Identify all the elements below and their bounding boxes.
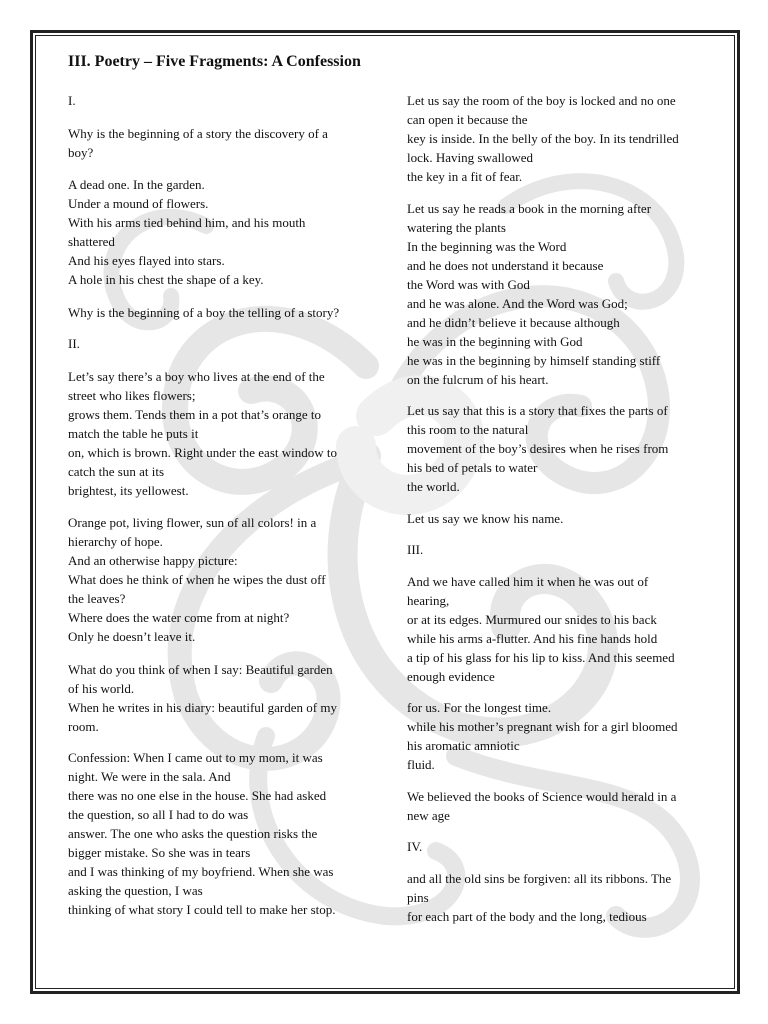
stanza-right-8: We believed the books of Science would herald in a new age bbox=[407, 788, 677, 823]
stanza-left-7: Orange pot, living flower, sun of all colors! in a hierarchy of hope. And an otherwise happy picture: What does he think of when he wipes the dust off the leaves? Where does the water come from at night? Only he doesn’t leave it. bbox=[68, 514, 326, 644]
page-title: III. Poetry – Five Fragments: A Confession bbox=[68, 53, 361, 70]
stanza-left-9: Confession: When I came out to my mom, it was night. We were in the sala. And there was no one else in the house. She had asked the question, so all I had to do was answer. The one who asks the question risks the bigger mistake. So she was in tears and I was thinking of my boyfriend. When she was asking the question, I was thinking of what story I could tell to make her stop. bbox=[68, 750, 336, 917]
right-column bbox=[407, 91, 712, 938]
stanza-left-8: What do you think of when I say: Beautiful garden of his world. When he writes in his diary: beautiful garden of my room. bbox=[68, 661, 337, 734]
stanza-right-4: Let us say we know his name. bbox=[407, 510, 564, 526]
stanza-right-9-heading: IV. bbox=[407, 839, 423, 854]
stanza-right-6: And we have called him it when he was out of hearing, or at its edges. Murmured our snides to his back while his arms a-flutter. And his fine hands hold a tip of his glass for his lip to kiss. And this seemed enough evidence bbox=[407, 573, 675, 684]
stanza-right-5-heading: III. bbox=[407, 542, 424, 557]
stanza-right-10: and all the old sins be forgiven: all its ribbons. The pins for each part of the body and the long, tedious bbox=[407, 870, 672, 924]
stanza-left-6: Let’s say there’s a boy who lives at the end of the street who likes flowers; grows them. Tends them in a pot that’s orange to match the table he puts it on, which is brown. Right under the east window to catch the sun at its brightest, its yellowest. bbox=[68, 369, 337, 498]
stanza-left-5-heading: II. bbox=[68, 336, 80, 351]
left-column bbox=[68, 91, 368, 933]
stanza-right-7: for us. For the longest time. while his mother’s pregnant wish for a girl bloomed his aromatic amniotic fluid. bbox=[407, 700, 678, 772]
stanza-left-2: Why is the beginning of a story the discovery of a boy? bbox=[68, 126, 328, 160]
stanza-left-1-heading: I. bbox=[68, 93, 76, 108]
stanza-right-3: Let us say that this is a story that fixes the parts of this room to the natural movement of the boy’s desires when he rises from his bed of petals to water the world. bbox=[407, 403, 669, 494]
stanza-right-1: Let us say the room of the boy is locked and no one can open it because the key is inside. In the belly of the boy. In its tendrilled lock. Having swallowed the key in a fit of fear. bbox=[407, 93, 679, 184]
stanza-left-4: Why is the beginning of a boy the telling of a story? bbox=[68, 304, 340, 320]
stanza-left-3: A dead one. In the garden. Under a mound of flowers. With his arms tied behind him, and his mouth shattered And his eyes flayed into stars. A hole in his chest the shape of a key. bbox=[68, 176, 306, 287]
stanza-right-2: Let us say he reads a book in the morning after watering the plants In the beginning was the Word and he does not understand it because the Word was with God and he was alone. And the Word was God; and he didn’t believe it because although he was in the beginning with God he was in the beginning by himself standing stiff on the fulcrum of his heart. bbox=[407, 200, 661, 387]
